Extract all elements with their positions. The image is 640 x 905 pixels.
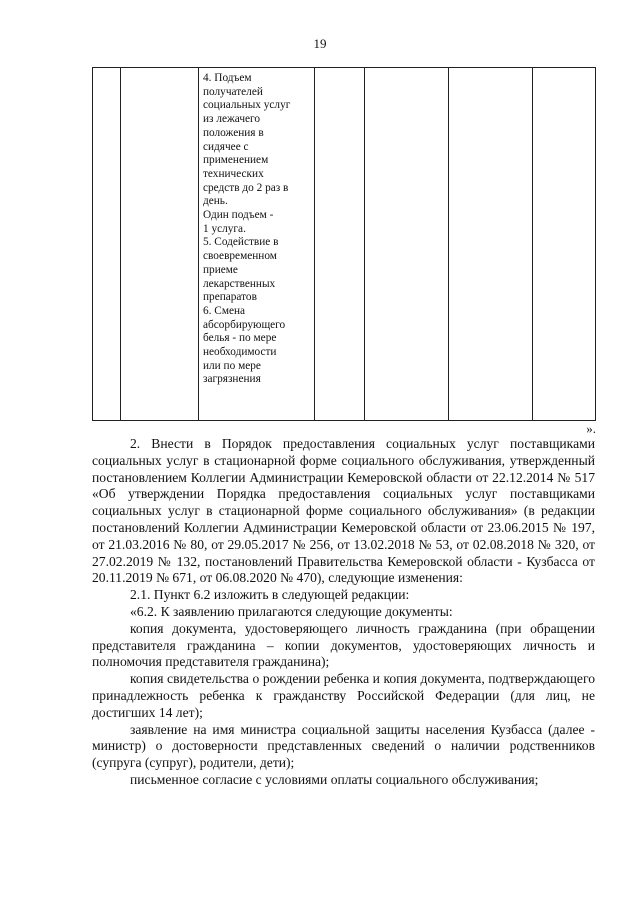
paragraph-amendment-intro: 2. Внести в Порядок предоставления социальных услуг поставщиками социальных услуг в стационарной форме социального обслуживания, утвержденный постановлением Коллегии Администрации Кемеровской области от 22.12.2014 № 517 «Об утверждении Порядка предоставления социальных услуг поставщиками социальных услуг в стационарной форме социального обслуживания» (в редакции постановлений Коллегии Администрации Кемеровской области от 23.06.2015 № 197, от 21.03.2016 № 80, от 29.05.2017 № 256, от 13.02.2018 № 53, от 02.08.2018 № 320, от 27.02.2019 № 132, постановлений Правительства Кемеровской области - Кузбасса от 20.11.2019 № 671, от 06.08.2020 № 470), следующие изменения: bbox=[92, 436, 595, 586]
document-body bbox=[92, 436, 595, 789]
table-cell-empty bbox=[315, 68, 365, 421]
table-cell-service-description bbox=[199, 68, 315, 421]
paragraph-identity-document: копия документа, удостоверяющего личность гражданина (при обращении представителя гражданина – копии документов, удостоверяющих личность и полномочия представителя гражданина); bbox=[92, 620, 595, 670]
paragraph-point-6-2: «6.2. К заявлению прилагаются следующие документы: bbox=[130, 603, 453, 619]
continued-services-table bbox=[92, 67, 596, 421]
paragraph-minister-statement: заявление на имя министра социальной защиты населения Кузбасса (далее - министр) о достоверности представленных сведений о наличии родственников (супруга (супруг), родители, дети); bbox=[92, 721, 595, 771]
service-description-text: 4. Подъем получателей социальных услуг из лежачего положения в сидячее с применением технических средств до 2 раз в день. Один подъем - 1 услуга. 5. Содействие в своевременном приеме лекарственных препаратов 6. Смена абсорбирующего белья - по мере необходимости или по мере загрязнения bbox=[203, 72, 291, 386]
page-number: 19 bbox=[313, 36, 327, 51]
closing-quote: ». bbox=[586, 421, 596, 436]
table-cell-empty bbox=[533, 68, 596, 421]
table-cell-empty bbox=[365, 68, 449, 421]
paragraph-point-2-1: 2.1. Пункт 6.2 изложить в следующей редакции: bbox=[130, 587, 410, 603]
paragraph-birth-certificate: копия свидетельства о рождении ребенка и копия документа, подтверждающего принадлежность ребенка к гражданству Российской Федерации (для лиц, не достигших 14 лет); bbox=[92, 671, 595, 720]
table-row bbox=[93, 68, 596, 421]
paragraph-payment-consent: письменное согласие с условиями оплаты социального обслуживания; bbox=[130, 771, 539, 787]
table-cell-empty bbox=[93, 68, 121, 421]
table-cell-empty bbox=[449, 68, 533, 421]
table-cell-empty bbox=[121, 68, 199, 421]
